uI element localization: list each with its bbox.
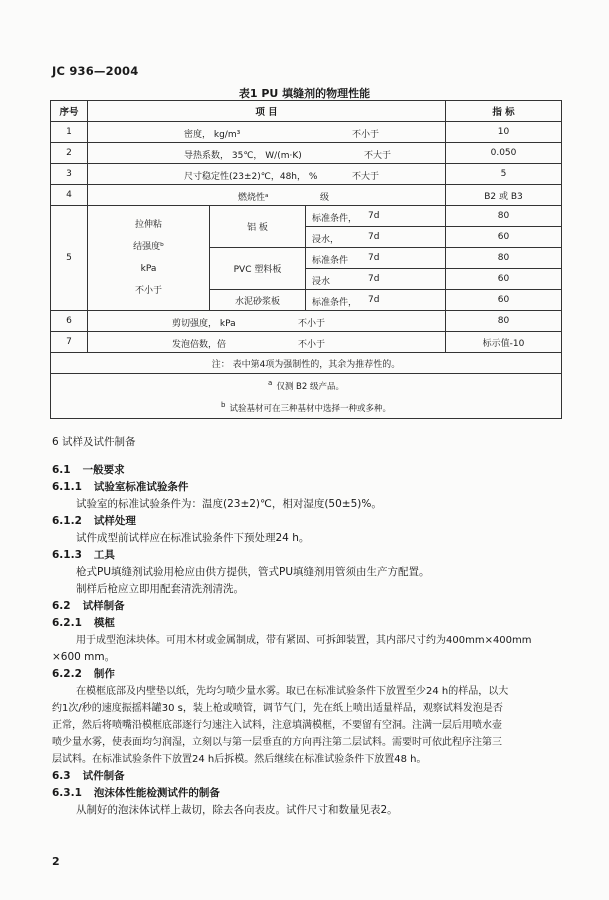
condition-text: 浸水 bbox=[312, 277, 331, 287]
footnote-b-mark: b bbox=[221, 400, 226, 409]
substrate-pvc: PVC 塑料板 bbox=[210, 248, 306, 290]
row-value: 10 bbox=[446, 122, 562, 143]
row-number: 7 bbox=[51, 332, 88, 353]
item-name: 导热系数， 35℃， W/(m·K) bbox=[184, 151, 302, 161]
row-value: 0.050 bbox=[446, 143, 562, 164]
section-heading: 6.3.1 泡沫体性能检测试件的制备 bbox=[52, 787, 220, 799]
section-heading: 6.2.1 模框 bbox=[52, 617, 115, 629]
paragraph: 制样后枪应立即用配套清洗剂清洗。 bbox=[76, 583, 244, 595]
row-value: 80 bbox=[446, 206, 562, 227]
row-item bbox=[88, 122, 446, 143]
section-heading: 6.1.1 试验室标准试验条件 bbox=[52, 481, 189, 493]
section-heading: 6.3 试件制备 bbox=[52, 770, 125, 782]
table-note: 注： 表中第4项为强制性的，其余为推荐性的。 bbox=[51, 353, 562, 374]
paragraph: 枪式PU填缝剂试验用枪应由供方提供，管式PU填缝剂用管须由生产方配置。 bbox=[76, 566, 430, 578]
footnote-a-mark: a bbox=[268, 379, 273, 387]
condition-days: 7d bbox=[368, 274, 380, 284]
condition-text: 浸水， bbox=[312, 235, 340, 245]
footnote-a bbox=[55, 374, 557, 396]
row-value: 80 bbox=[446, 311, 562, 332]
sub-condition bbox=[306, 227, 446, 248]
footnote-b-text: 试验基材可在三种基材中选择一种或多种。 bbox=[229, 403, 391, 414]
tensile-label-line: kPa bbox=[140, 264, 157, 274]
item-name: 发泡倍数，倍 bbox=[172, 340, 227, 350]
section-heading: 6.1.3 工具 bbox=[52, 549, 115, 561]
paragraph: 试件成型前试样应在标准试验条件下预处理24 h。 bbox=[76, 532, 310, 544]
table-row bbox=[51, 122, 562, 143]
section-heading: 6.2.2 制作 bbox=[52, 668, 115, 680]
col-header-value: 指 标 bbox=[446, 101, 562, 122]
substrate-cement: 水泥砂浆板 bbox=[210, 290, 306, 311]
condition-days: 7d bbox=[368, 211, 380, 221]
sub-condition bbox=[306, 269, 446, 290]
item-condition: 不大于 bbox=[364, 151, 392, 161]
footnote-b bbox=[55, 396, 557, 418]
table-note-row bbox=[51, 353, 562, 374]
paragraph: 喷少量水雾，使表面均匀润湿，立刻以与第一层垂直的方向再注第二层试料。需要时可依此程序注第三 bbox=[52, 737, 502, 748]
section-heading: 6 试样及试件制备 bbox=[52, 436, 136, 448]
condition-days: 7d bbox=[368, 232, 380, 242]
row-number: 6 bbox=[51, 311, 88, 332]
section-heading: 6.1.2 试样处理 bbox=[52, 515, 136, 527]
condition-days: 7d bbox=[368, 295, 380, 305]
section-6-body bbox=[52, 462, 564, 819]
substrate-aluminum: 铝 板 bbox=[210, 206, 306, 248]
section-heading: 6.1 一般要求 bbox=[52, 464, 125, 476]
row-value: 5 bbox=[446, 164, 562, 185]
condition-text: 标准条件 bbox=[312, 256, 349, 266]
item-condition: 不大于 bbox=[352, 172, 380, 182]
row-value: 标示值-10 bbox=[446, 332, 562, 353]
row-value: 60 bbox=[446, 290, 562, 311]
row-item bbox=[88, 311, 446, 332]
condition-days: 7d bbox=[368, 253, 380, 263]
item-name: 尺寸稳定性(23±2)℃，48h， % bbox=[184, 172, 318, 182]
item-condition: 不小于 bbox=[352, 130, 380, 140]
page-number: 2 bbox=[52, 855, 60, 868]
col-header-no: 序号 bbox=[51, 101, 88, 122]
paragraph: 在模框底部及内壁垫以纸，先均匀喷少量水雾。取已在标准试验条件下放置至少24 h的样品，以大 bbox=[76, 686, 509, 697]
row-number: 2 bbox=[51, 143, 88, 164]
row-number: 5 bbox=[51, 206, 88, 311]
tensile-label-line: 拉伸粘 bbox=[134, 220, 162, 230]
tensile-bond-label bbox=[88, 206, 210, 311]
properties-table bbox=[50, 100, 562, 419]
item-condition: 不小于 bbox=[298, 319, 326, 329]
tensile-label-line: 结强度ᵇ bbox=[133, 242, 164, 252]
table-header-row bbox=[51, 101, 562, 122]
paragraph: 从制好的泡沫体试样上裁切，除去各向表皮。试件尺寸和数量见表2。 bbox=[76, 804, 398, 816]
table-row bbox=[51, 185, 562, 206]
row-number: 3 bbox=[51, 164, 88, 185]
item-name: 燃烧性ᵃ bbox=[238, 193, 269, 203]
row-item bbox=[88, 143, 446, 164]
paragraph: ×600 mm。 bbox=[52, 651, 116, 663]
row-value: 60 bbox=[446, 227, 562, 248]
sub-condition bbox=[306, 206, 446, 227]
col-header-item: 项 目 bbox=[88, 101, 446, 122]
paragraph: 约1次/秒的速度振摇料罐30 s，装上枪或喷管，调节气门，先在纸上喷出适量样品，观察试料发泡是否 bbox=[52, 703, 503, 714]
table-footnotes bbox=[51, 374, 562, 419]
row-number: 1 bbox=[51, 122, 88, 143]
paragraph: 层试料。在标准试验条件下放置24 h后拆模。然后继续在标准试验条件下放置48 h。 bbox=[52, 754, 427, 765]
footnote-a-text: 仅测 B2 级产品。 bbox=[276, 381, 344, 392]
table-row bbox=[51, 206, 562, 227]
item-name: 剪切强度， kPa bbox=[172, 319, 236, 329]
section-heading: 6.2 试样制备 bbox=[52, 600, 125, 612]
paragraph: 正常，然后将喷嘴沿模框底部逐行匀速注入试料，注意填满模框，不要留有空洞。注满一层后用喷水壶 bbox=[52, 720, 502, 731]
section-6 bbox=[52, 434, 564, 451]
row-value: 80 bbox=[446, 248, 562, 269]
standard-number: JC 936—2004 bbox=[52, 64, 139, 78]
condition-text: 标准条件， bbox=[312, 298, 358, 308]
table-row bbox=[51, 311, 562, 332]
row-item bbox=[88, 164, 446, 185]
paragraph: 试验室的标准试验条件为：温度(23±2)℃，相对湿度(50±5)%。 bbox=[76, 498, 382, 510]
row-item bbox=[88, 185, 446, 206]
condition-text: 标准条件， bbox=[312, 214, 358, 224]
row-item bbox=[88, 332, 446, 353]
item-condition: 不小于 bbox=[298, 340, 326, 350]
item-name: 密度， kg/m³ bbox=[184, 130, 241, 140]
table-title: 表1 PU 填缝剂的物理性能 bbox=[238, 87, 371, 100]
row-value: B2 或 B3 bbox=[446, 185, 562, 206]
sub-condition bbox=[306, 248, 446, 269]
table-row bbox=[51, 332, 562, 353]
row-value: 60 bbox=[446, 269, 562, 290]
table-footnote-row bbox=[51, 374, 562, 419]
row-number: 4 bbox=[51, 185, 88, 206]
tensile-label-line: 不小于 bbox=[134, 286, 162, 296]
table-row bbox=[51, 143, 562, 164]
item-condition: 级 bbox=[320, 193, 330, 203]
sub-condition bbox=[306, 290, 446, 311]
paragraph: 用于成型泡沫块体。可用木材或金属制成，带有紧固、可拆卸装置，其内部尺寸约为400mm×400mm bbox=[76, 635, 532, 646]
table-row bbox=[51, 164, 562, 185]
